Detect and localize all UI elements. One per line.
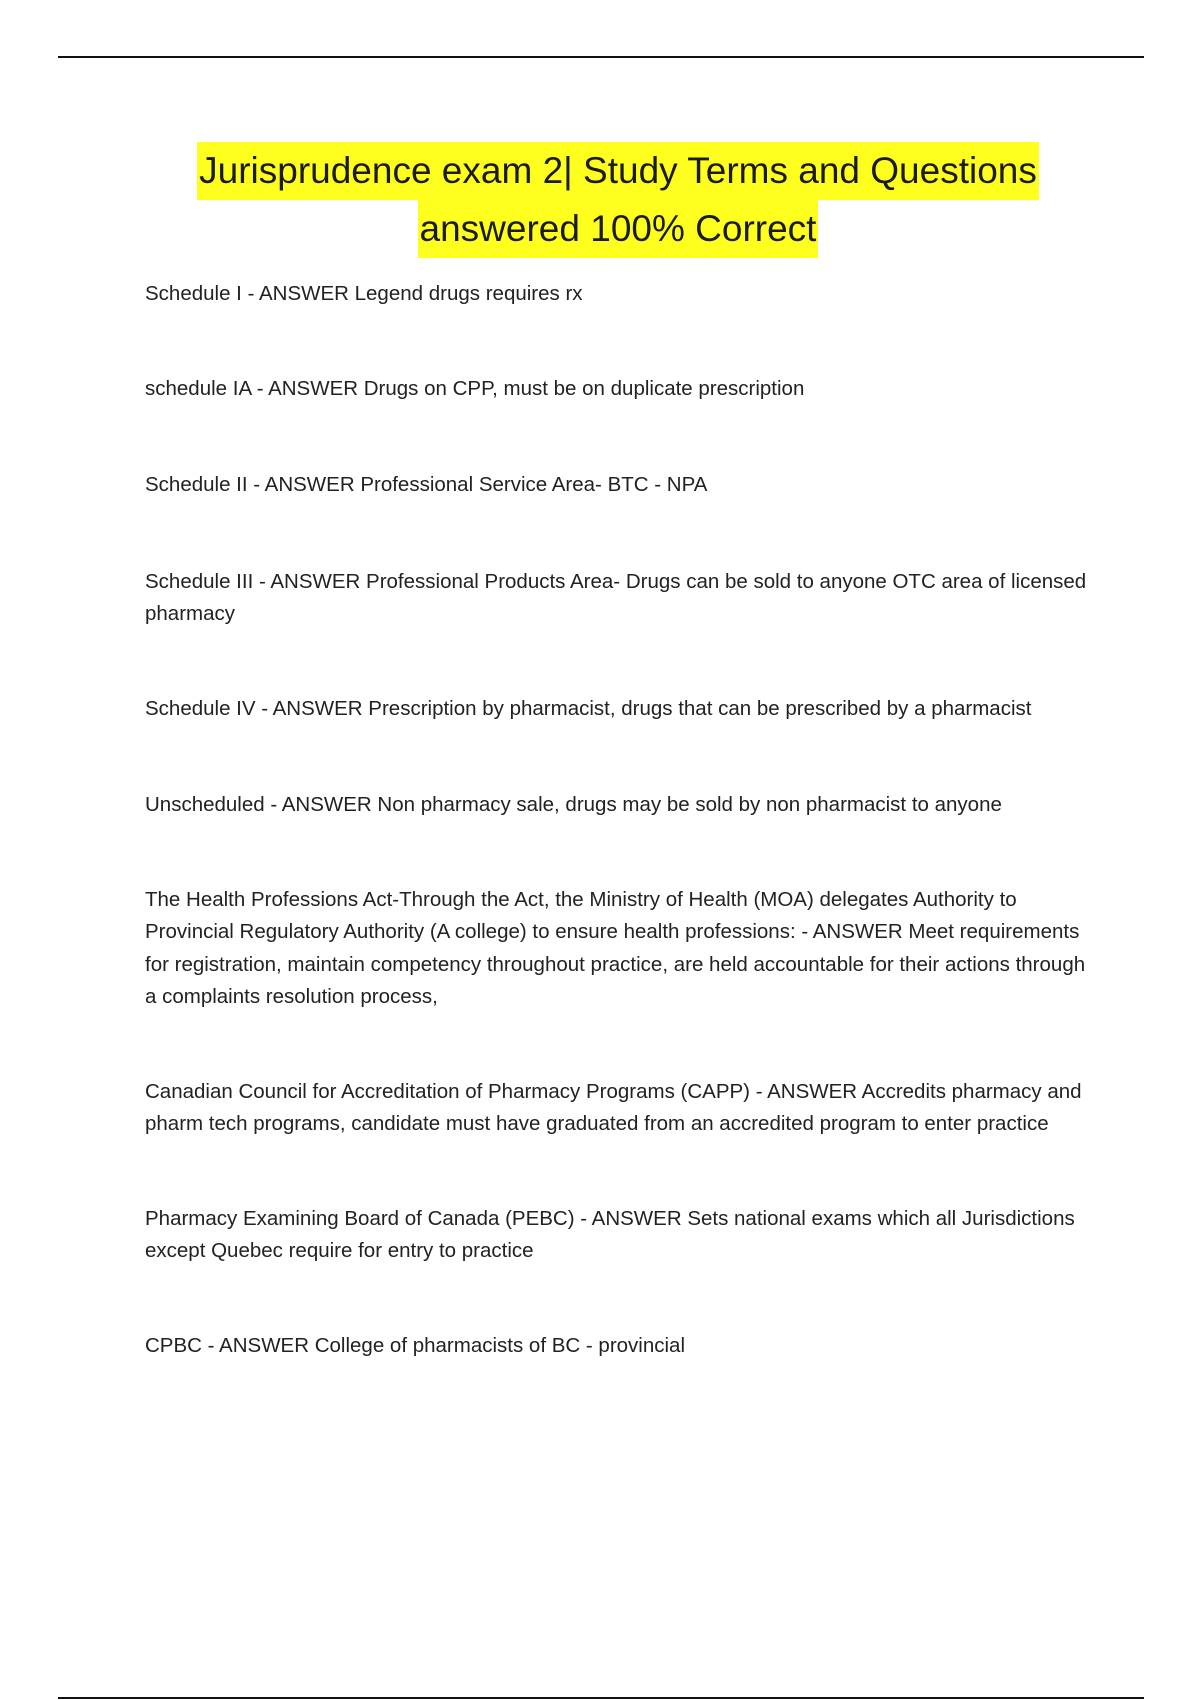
qa-entry: The Health Professions Act-Through the Act, the Ministry of Health (MOA) delegates Authority to Provincial Regulatory Authority (A college) to ensure health professions: - ANSWER Meet requirements for registration, maintain competency throughout practice, are held accountable for their actions through a complaints resolution process,	[145, 887, 1086, 1008]
qa-entry: Schedule IV - ANSWER Prescription by pharmacist, drugs that can be prescribed by a pharmacist	[145, 696, 1032, 720]
qa-entry: schedule IA - ANSWER Drugs on CPP, must be on duplicate prescription	[145, 376, 805, 400]
qa-entry: CPBC - ANSWER College of pharmacists of BC - provincial	[145, 1333, 686, 1357]
qa-entry: Schedule I - ANSWER Legend drugs requires rx	[145, 282, 583, 305]
title-line-1: Jurisprudence exam 2| Study Terms and Questions	[197, 142, 1039, 200]
bottom-rule	[58, 1697, 1144, 1699]
qa-entry: Pharmacy Examining Board of Canada (PEBC) - ANSWER Sets national exams which all Jurisdictions except Quebec require for entry to practice	[145, 1206, 1075, 1262]
document-title	[58, 142, 1178, 258]
qa-entry: Schedule II - ANSWER Professional Service Area- BTC - NPA	[145, 473, 708, 496]
qa-entry: Unscheduled - ANSWER Non pharmacy sale, drugs may be sold by non pharmacist to anyone	[145, 793, 1002, 816]
top-rule	[58, 56, 1144, 58]
title-line-2: answered 100% Correct	[418, 200, 819, 258]
qa-entry-list	[145, 278, 1100, 1362]
qa-entry: Canadian Council for Accreditation of Pharmacy Programs (CAPP) - ANSWER Accredits pharmacy and pharm tech programs, candidate must have graduated from an accredited program to enter practice	[145, 1079, 1082, 1135]
qa-entry: Schedule III - ANSWER Professional Products Area- Drugs can be sold to anyone OTC area of licensed pharmacy	[145, 569, 1087, 625]
